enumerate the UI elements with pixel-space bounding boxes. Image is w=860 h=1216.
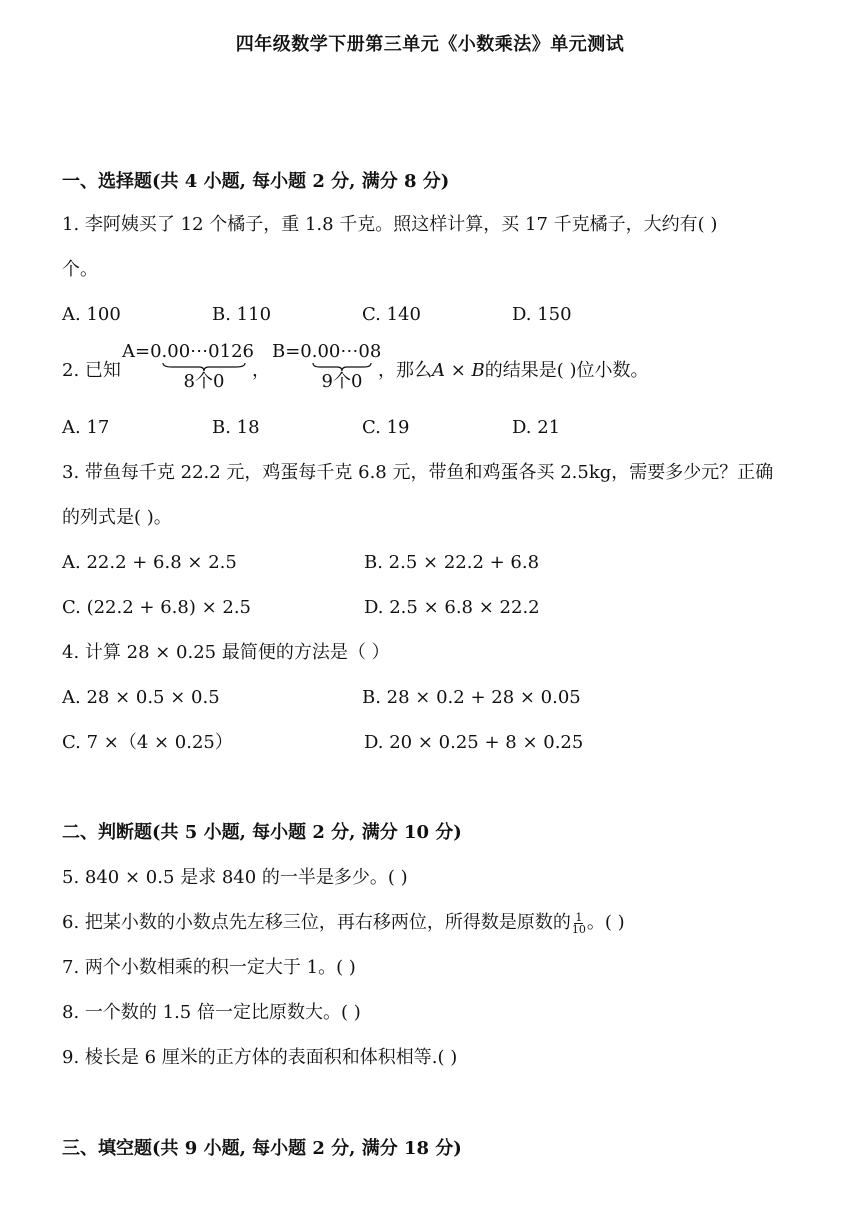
- question-5-text: 5. 840 × 0.5 是求 840 的一半是多少。( ): [62, 867, 408, 888]
- fraction-one-tenth: [572, 912, 586, 935]
- question-3-option-b: B. 2.5 × 22.2 + 6.8: [364, 552, 540, 573]
- question-3-option-d: D. 2.5 × 6.8 × 22.2: [364, 597, 540, 618]
- question-4-text: 4. 计算 28 × 0.25 最简便的方法是（ ）: [62, 642, 390, 663]
- question-2-suffix: ，那么𝐴 × 𝐵的结果是( )位小数。: [378, 360, 649, 381]
- expression-a-underlabel: 8个0: [183, 371, 225, 392]
- expression-b-underlabel: 9个0: [321, 371, 363, 392]
- question-3-option-c: C. (22.2 + 6.8) × 2.5: [62, 597, 251, 618]
- question-7-text: 7. 两个小数相乘的积一定大于 1。( ): [62, 957, 356, 978]
- question-1-text-cont: 个。: [62, 259, 98, 280]
- section-heading-choice: 一、选择题(共 4 小题, 每小题 2 分, 满分 8 分): [62, 171, 450, 192]
- question-2-expression-a: [122, 342, 254, 392]
- question-9-text: 9. 棱长是 6 厘米的正方体的表面积和体积相等.( ): [62, 1047, 458, 1068]
- question-3-text-cont: 的列式是( )。: [62, 507, 172, 528]
- question-6-text: [62, 911, 625, 935]
- question-2-prefix: 2. 已知: [62, 360, 121, 381]
- question-1-option-c: C. 140: [362, 304, 421, 325]
- question-6-text-before: 6. 把某小数的小数点先左移三位，再右移两位，所得数是原数的: [62, 912, 571, 933]
- question-2-comma: ，: [252, 360, 270, 381]
- question-3-option-a: A. 22.2 + 6.8 × 2.5: [62, 552, 237, 573]
- question-2-option-c: C. 19: [362, 417, 410, 438]
- page-title: 四年级数学下册第三单元《小数乘法》单元测试: [235, 34, 625, 55]
- question-2-expression-b: [272, 342, 381, 392]
- question-1-option-a: A. 100: [62, 304, 121, 325]
- section-heading-judgement: 二、判断题(共 5 小题, 每小题 2 分, 满分 10 分): [62, 822, 462, 843]
- question-4-option-c: C. 7 ×（4 × 0.25）: [62, 732, 233, 753]
- expression-a-value: A=0.00⋯0126: [122, 341, 254, 362]
- question-4-option-d: D. 20 × 0.25 + 8 × 0.25: [364, 732, 584, 753]
- question-2-option-b: B. 18: [212, 417, 260, 438]
- question-4-option-b: B. 28 × 0.2 + 28 × 0.05: [362, 687, 581, 708]
- question-2-option-d: D. 21: [512, 417, 561, 438]
- expression-b-value: B=0.00⋯08: [272, 341, 382, 362]
- question-4-option-a: A. 28 × 0.5 × 0.5: [62, 687, 220, 708]
- fraction-denominator: 10: [571, 922, 586, 936]
- question-1-option-b: B. 110: [212, 304, 272, 325]
- question-3-text: 3. 带鱼每千克 22.2 元，鸡蛋每千克 6.8 元，带鱼和鸡蛋各买 2.5kg，需要多少元？正确: [62, 462, 774, 483]
- section-heading-fill-blank: 三、填空题(共 9 小题, 每小题 2 分, 满分 18 分): [62, 1138, 462, 1159]
- question-6-text-after: 。( ): [586, 912, 625, 933]
- question-1-option-d: D. 150: [512, 304, 572, 325]
- fraction-numerator: 1: [575, 910, 583, 924]
- question-2-option-a: A. 17: [62, 417, 110, 438]
- question-1-text: 1. 李阿姨买了 12 个橘子，重 1.8 千克。照这样计算，买 17 千克橘子，大约有( ): [62, 214, 718, 235]
- question-8-text: 8. 一个数的 1.5 倍一定比原数大。( ): [62, 1002, 361, 1023]
